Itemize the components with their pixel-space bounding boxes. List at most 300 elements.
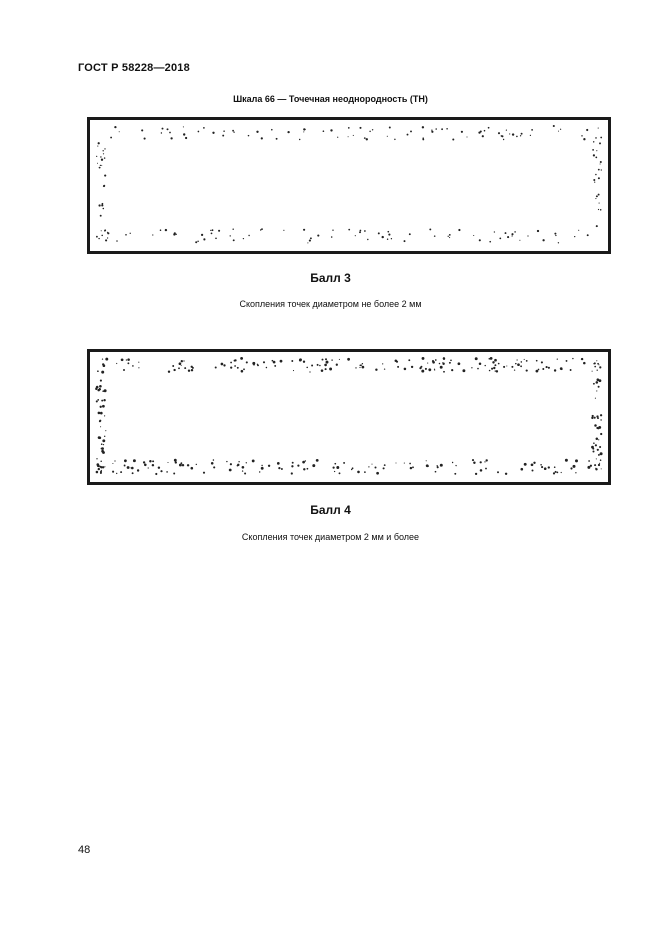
- pattern-dot: [507, 236, 509, 238]
- pattern-dot: [419, 367, 421, 369]
- pattern-dot: [600, 209, 602, 211]
- pattern-dot: [596, 225, 598, 227]
- pattern-dot: [494, 364, 496, 366]
- pattern-dot: [435, 471, 437, 473]
- pattern-dot: [583, 138, 585, 140]
- pattern-dot: [480, 469, 483, 472]
- pattern-dot: [428, 466, 429, 467]
- pattern-dot: [102, 150, 103, 151]
- pattern-dot: [482, 135, 484, 137]
- pattern-dot: [102, 390, 104, 392]
- pattern-dot: [503, 139, 504, 140]
- pattern-dot: [246, 361, 248, 363]
- pattern-dot: [592, 149, 594, 151]
- pattern-dot: [558, 242, 559, 243]
- pattern-dot: [422, 357, 425, 360]
- pattern-dot: [97, 146, 98, 147]
- pattern-dot: [600, 137, 602, 139]
- pattern-dot: [573, 465, 576, 468]
- pattern-dot: [98, 468, 100, 470]
- pattern-dot: [505, 473, 507, 475]
- pattern-dot: [422, 126, 424, 128]
- pattern-dot: [599, 463, 600, 464]
- pattern-dot: [558, 131, 559, 132]
- pattern-dot: [431, 131, 433, 133]
- pattern-dot: [598, 194, 600, 196]
- pattern-dot: [196, 464, 197, 465]
- pattern-dot: [600, 419, 601, 420]
- pattern-dot: [181, 365, 182, 366]
- pattern-dot: [325, 368, 327, 370]
- pattern-dot: [548, 367, 550, 369]
- pattern-dot: [542, 368, 544, 370]
- pattern-dot: [514, 369, 515, 370]
- pattern-dot: [97, 399, 99, 401]
- pattern-dot: [560, 367, 563, 370]
- pattern-dot: [360, 230, 362, 232]
- pattern-dot: [230, 235, 231, 236]
- pattern-dot: [515, 363, 517, 365]
- pattern-dot: [329, 368, 332, 371]
- pattern-dot: [261, 467, 264, 470]
- pattern-dot: [596, 415, 598, 417]
- pattern-dot: [179, 464, 182, 467]
- pattern-dot: [325, 358, 327, 360]
- pattern-dot: [281, 468, 283, 470]
- pattern-dot: [397, 366, 399, 368]
- pattern-dot: [259, 471, 260, 472]
- pattern-dot: [597, 370, 598, 371]
- pattern-dot: [540, 464, 542, 466]
- pattern-dot: [366, 138, 368, 140]
- pattern-dot: [533, 462, 535, 464]
- pattern-dot: [448, 236, 449, 237]
- pattern-dot: [581, 358, 583, 360]
- pattern-dot: [347, 358, 350, 361]
- pattern-dot: [104, 175, 106, 177]
- pattern-dot: [375, 368, 377, 370]
- pattern-dot: [277, 462, 280, 465]
- pattern-dot: [256, 131, 258, 133]
- pattern-dot: [588, 460, 590, 462]
- pattern-dot: [376, 472, 379, 475]
- pattern-dot: [211, 462, 214, 465]
- pattern-dot: [102, 363, 104, 365]
- pattern-dot: [119, 131, 120, 132]
- pattern-dot: [114, 126, 116, 128]
- pattern-dot: [427, 363, 428, 364]
- pattern-dot: [215, 237, 217, 239]
- pattern-dot: [578, 230, 579, 231]
- pattern-dot: [101, 400, 103, 402]
- pattern-dot: [155, 473, 157, 475]
- pattern-dot: [166, 471, 168, 473]
- pattern-dot: [232, 228, 233, 229]
- pattern-dot: [212, 229, 214, 231]
- pattern-dot: [116, 473, 117, 474]
- pattern-dot: [446, 128, 448, 130]
- pattern-dot: [443, 371, 445, 373]
- pattern-dot: [160, 229, 162, 231]
- pattern-dot: [598, 439, 599, 440]
- pattern-dot: [454, 473, 456, 475]
- pattern-dot: [572, 358, 573, 359]
- pattern-dot: [337, 137, 338, 138]
- pattern-dot: [546, 366, 548, 368]
- pattern-dot: [116, 240, 118, 242]
- pattern-dot: [596, 438, 599, 441]
- pattern-dot: [183, 360, 184, 361]
- pattern-dot: [215, 366, 217, 368]
- pattern-dot: [384, 368, 385, 369]
- pattern-dot: [511, 366, 513, 368]
- pattern-dot: [252, 362, 255, 365]
- pattern-dot: [517, 363, 520, 366]
- pattern-dot: [312, 464, 315, 467]
- pattern-dot: [96, 156, 97, 157]
- pattern-dot: [182, 464, 184, 466]
- pattern-dot: [595, 398, 596, 399]
- pattern-dot: [336, 364, 338, 366]
- pattern-dot: [542, 239, 544, 241]
- pattern-dot: [213, 459, 215, 461]
- pattern-dot: [246, 462, 247, 463]
- pattern-dot: [102, 451, 105, 454]
- pattern-dot: [595, 468, 597, 470]
- pattern-dot: [485, 365, 486, 366]
- pattern-dot: [493, 367, 495, 369]
- pattern-dot: [293, 370, 294, 371]
- pattern-dot: [348, 127, 350, 129]
- pattern-dot: [382, 363, 383, 364]
- pattern-dot: [187, 464, 189, 466]
- pattern-dot: [461, 131, 463, 133]
- pattern-dot: [125, 234, 127, 236]
- pattern-dot: [105, 430, 106, 431]
- pattern-dot: [428, 368, 431, 371]
- pattern-dot: [343, 462, 345, 464]
- pattern-dot: [595, 198, 596, 199]
- pattern-dot: [100, 426, 101, 427]
- pattern-dot: [575, 472, 576, 473]
- pattern-dot: [355, 367, 356, 368]
- pattern-dot: [422, 370, 423, 371]
- pattern-dot: [291, 465, 293, 467]
- pattern-dot: [317, 235, 319, 237]
- pattern-dot: [586, 129, 588, 131]
- pattern-dot: [368, 466, 369, 467]
- pattern-dot: [506, 365, 507, 366]
- pattern-dot: [311, 365, 313, 367]
- pattern-dot: [348, 229, 350, 231]
- pattern-dot: [152, 234, 153, 235]
- pattern-dot: [233, 132, 234, 133]
- pattern-dot: [600, 161, 602, 163]
- pattern-dot: [355, 235, 356, 236]
- pattern-dot: [168, 371, 170, 373]
- pattern-dot: [121, 358, 124, 361]
- pattern-dot: [144, 138, 146, 140]
- pattern-dot: [195, 241, 197, 243]
- pattern-dot: [100, 412, 103, 415]
- pattern-dot: [96, 458, 97, 459]
- pattern-dot: [283, 230, 284, 231]
- pattern-dot: [570, 369, 572, 371]
- pattern-dot: [598, 426, 601, 429]
- pattern-dot: [520, 135, 521, 136]
- pattern-dot: [97, 370, 99, 372]
- pattern-dot: [353, 135, 354, 136]
- pattern-dot: [489, 370, 491, 372]
- pattern-dot: [98, 412, 101, 415]
- pattern-dot: [598, 177, 600, 179]
- pattern-dot: [473, 235, 474, 236]
- pattern-dot: [527, 235, 528, 236]
- pattern-dot: [303, 229, 305, 231]
- pattern-dot: [102, 439, 105, 442]
- pattern-dot: [395, 359, 398, 362]
- pattern-dot: [473, 462, 475, 464]
- pattern-dot: [110, 137, 112, 139]
- pattern-dot: [257, 364, 258, 365]
- pattern-dot: [503, 366, 505, 368]
- pattern-dot: [98, 204, 100, 206]
- pattern-dot: [506, 130, 507, 131]
- pattern-dot: [471, 367, 472, 368]
- pattern-dot: [404, 240, 406, 242]
- pattern-dot: [339, 472, 341, 474]
- pattern-dot: [307, 242, 308, 243]
- pattern-dot: [172, 365, 174, 367]
- pattern-dot: [130, 233, 131, 234]
- pattern-dot: [101, 159, 103, 161]
- pattern-dot: [593, 179, 595, 181]
- pattern-dot: [299, 139, 300, 140]
- pattern-dot: [211, 233, 213, 235]
- pattern-dot: [188, 370, 190, 372]
- pattern-dot: [472, 459, 474, 461]
- pattern-dot: [521, 133, 523, 135]
- pattern-dot: [369, 131, 370, 132]
- document-standard-header: ГОСТ Р 58228—2018: [78, 62, 190, 74]
- pattern-dot: [439, 363, 441, 365]
- pattern-dot: [263, 361, 265, 363]
- pattern-dot: [560, 129, 561, 130]
- pattern-dot: [449, 362, 451, 364]
- pattern-dot: [173, 233, 175, 235]
- pattern-dot: [175, 461, 177, 463]
- pattern-dot: [160, 470, 162, 472]
- pattern-dot: [105, 358, 108, 361]
- pattern-dot: [521, 361, 523, 363]
- pattern-dot: [201, 234, 203, 236]
- pattern-dot: [408, 359, 410, 361]
- pattern-dot: [174, 459, 177, 462]
- pattern-dot: [593, 383, 595, 385]
- pattern-dot: [517, 359, 518, 360]
- pattern-dot: [101, 443, 103, 445]
- pattern-dot: [98, 436, 101, 439]
- pattern-dot: [497, 471, 499, 473]
- pattern-dot: [278, 467, 280, 469]
- pattern-dot: [170, 137, 172, 139]
- pattern-dot: [594, 424, 597, 427]
- pattern-dot: [587, 234, 589, 236]
- pattern-dot: [276, 138, 278, 140]
- pattern-dot: [352, 467, 354, 469]
- pattern-dot: [144, 464, 147, 467]
- pattern-dot: [101, 371, 104, 374]
- pattern-dot: [229, 469, 232, 472]
- pattern-dot: [600, 433, 602, 435]
- pattern-dot: [316, 459, 319, 462]
- pattern-dot: [594, 464, 596, 466]
- pattern-dot: [218, 230, 220, 232]
- pattern-dot: [261, 228, 263, 230]
- pattern-dot: [101, 235, 103, 237]
- pattern-dot: [330, 129, 332, 131]
- pattern-dot: [598, 128, 599, 129]
- pattern-dot: [526, 370, 528, 372]
- pattern-dot: [287, 131, 289, 133]
- pattern-dot: [292, 462, 294, 464]
- pattern-dot: [524, 359, 525, 360]
- pattern-dot: [98, 238, 99, 239]
- pattern-dot: [593, 442, 595, 444]
- pattern-dot: [127, 362, 129, 364]
- pattern-dot: [241, 370, 244, 373]
- pattern-dot: [310, 237, 312, 239]
- pattern-dot: [372, 129, 373, 130]
- pattern-dot: [520, 468, 523, 471]
- pattern-dot: [131, 467, 134, 470]
- pattern-dot: [230, 463, 232, 465]
- pattern-dot: [297, 465, 299, 467]
- pattern-dot: [601, 169, 602, 170]
- pattern-dot: [158, 466, 160, 468]
- score-caption-3: Скопления точек диаметром не более 2 мм: [239, 299, 422, 309]
- pattern-dot: [100, 156, 101, 157]
- pattern-dot: [596, 390, 597, 391]
- pattern-dot: [351, 469, 352, 470]
- pattern-dot: [261, 465, 262, 466]
- pattern-dot: [553, 472, 555, 474]
- pattern-dot: [303, 468, 305, 470]
- pattern-dot: [105, 239, 107, 241]
- pattern-dot: [133, 459, 136, 462]
- pattern-dot: [132, 472, 134, 474]
- pattern-dot: [378, 232, 380, 234]
- pattern-dot: [600, 163, 601, 164]
- pattern-dot: [435, 128, 437, 130]
- pattern-dot: [404, 463, 405, 464]
- pattern-dot: [382, 236, 384, 238]
- pattern-dot: [449, 237, 450, 238]
- pattern-dot: [494, 359, 497, 362]
- pattern-dot: [143, 461, 145, 463]
- pattern-dot: [104, 466, 105, 467]
- pattern-dot: [167, 129, 168, 130]
- pattern-dot: [323, 130, 325, 132]
- sample-panel-score-3: [87, 117, 611, 254]
- pattern-dot: [512, 133, 514, 135]
- pattern-dot: [394, 139, 395, 140]
- pattern-dot: [173, 369, 175, 371]
- pattern-dot: [496, 370, 498, 372]
- pattern-dot: [600, 414, 602, 416]
- pattern-dot: [324, 364, 327, 367]
- pattern-dot: [434, 235, 436, 237]
- pattern-dot: [436, 465, 437, 466]
- pattern-dot: [432, 361, 435, 364]
- scale-title: Шкала 66 — Точечная неоднородность (ТН): [233, 94, 428, 104]
- pattern-dot: [541, 466, 543, 468]
- pattern-dot: [102, 405, 105, 408]
- pattern-dot: [593, 154, 595, 156]
- pattern-dot: [102, 203, 104, 205]
- pattern-dot: [280, 360, 283, 363]
- pattern-dot: [326, 361, 329, 364]
- pattern-dot: [407, 134, 409, 136]
- pattern-dot: [596, 195, 598, 197]
- pattern-dot: [431, 130, 432, 131]
- pattern-dot: [598, 169, 600, 171]
- pattern-dot: [583, 362, 586, 365]
- pattern-dot: [371, 464, 372, 465]
- pattern-dot: [221, 363, 224, 366]
- pattern-dot: [303, 361, 305, 363]
- pattern-dot: [161, 132, 162, 133]
- pattern-dot: [181, 360, 183, 362]
- pattern-dot: [548, 466, 550, 468]
- pattern-dot: [442, 362, 444, 364]
- pattern-dot: [492, 361, 494, 363]
- pattern-dot: [594, 182, 595, 183]
- pattern-dot: [434, 369, 435, 370]
- pattern-dot: [237, 367, 239, 369]
- pattern-dot: [197, 240, 199, 242]
- pattern-dot: [103, 185, 105, 187]
- pattern-dot: [526, 360, 528, 362]
- pattern-dot: [440, 366, 443, 369]
- pattern-dot: [101, 447, 104, 450]
- pattern-dot: [440, 464, 443, 467]
- pattern-dot: [596, 150, 597, 151]
- pattern-dot: [103, 208, 105, 210]
- pattern-dot: [96, 386, 99, 389]
- pattern-dot: [516, 136, 518, 138]
- pattern-dot: [524, 463, 527, 466]
- pattern-dot: [596, 381, 599, 384]
- pattern-dot: [148, 467, 149, 468]
- pattern-dot: [566, 360, 568, 362]
- pattern-dot: [334, 471, 335, 472]
- pattern-dot: [203, 127, 205, 129]
- pattern-dot: [387, 231, 389, 233]
- pattern-dot: [505, 232, 507, 234]
- pattern-dot: [364, 137, 366, 139]
- pattern-dot: [104, 157, 105, 158]
- pattern-dot: [99, 420, 101, 422]
- pattern-dot: [599, 142, 601, 144]
- pattern-dot: [183, 133, 185, 135]
- pattern-dot: [451, 369, 453, 371]
- pattern-dot: [411, 366, 413, 368]
- pattern-dot: [362, 363, 363, 364]
- pattern-dot: [100, 461, 102, 463]
- pattern-dot: [198, 131, 200, 133]
- pattern-dot: [306, 367, 308, 369]
